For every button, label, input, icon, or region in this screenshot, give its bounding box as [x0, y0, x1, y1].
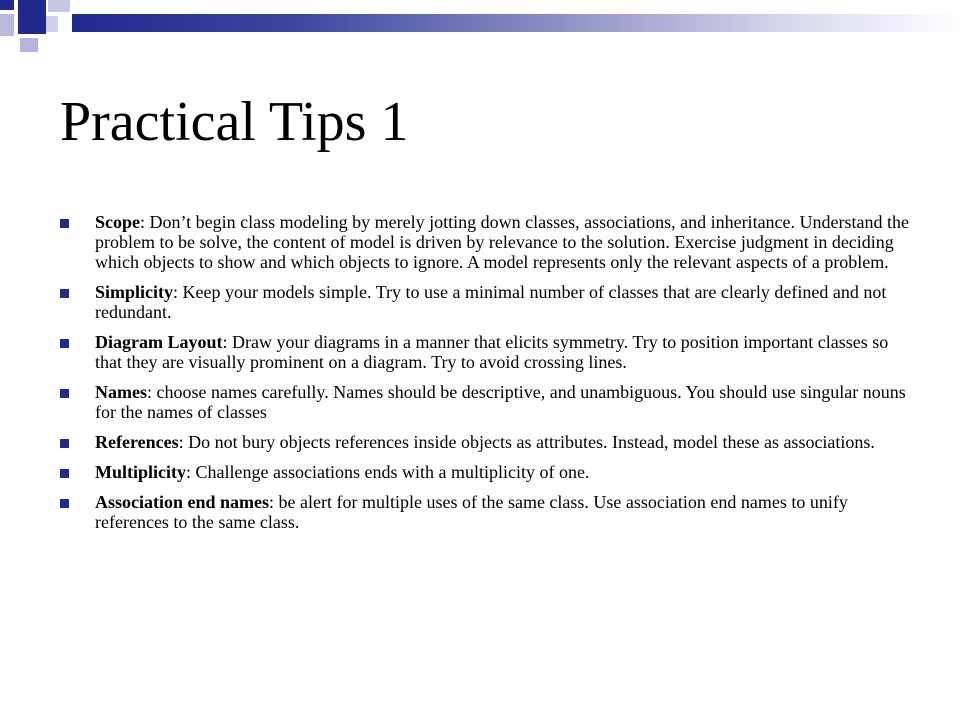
tip-text: : Don’t begin class modeling by merely jotting down classes, associations, and inheritance. Understand the problem to be solve, the content of model is driven by relevance to the solution. Exercise judgment in deciding which objects to show and which objects to ignore. A model represents only the relevant aspects of a problem.	[95, 212, 909, 272]
tip-references	[60, 432, 910, 452]
decor-square-navy-small	[0, 0, 14, 10]
tip-term: Simplicity	[95, 282, 174, 302]
decor-square-lavender	[20, 38, 38, 52]
decor-square-lavender	[48, 0, 70, 12]
tip-text: : Challenge associations ends with a multiplicity of one.	[186, 462, 590, 482]
tip-diagram-layout	[60, 332, 910, 372]
tips-list	[60, 212, 910, 542]
tip-term: Multiplicity	[95, 462, 186, 482]
square-bullet-icon	[60, 439, 69, 448]
tip-term: Names	[95, 382, 147, 402]
tip-term: Diagram Layout	[95, 332, 223, 352]
slide-title: Practical Tips 1	[60, 91, 409, 153]
tip-term: Association end names	[95, 492, 270, 512]
tip-names	[60, 382, 910, 422]
square-bullet-icon	[60, 339, 69, 348]
tip-text: : Draw your diagrams in a manner that elicits symmetry. Try to position important classes so that they are visually prominent on a diagram. Try to avoid crossing lines.	[95, 332, 889, 372]
header-gradient-bar	[72, 14, 960, 32]
tip-association-end-names	[60, 492, 910, 532]
tip-scope	[60, 212, 910, 272]
decor-square-lavender	[46, 16, 58, 32]
tip-text: : choose names carefully. Names should be descriptive, and unambiguous. You should use singular nouns for the names of classes	[95, 382, 906, 422]
square-bullet-icon	[60, 469, 69, 478]
tip-simplicity	[60, 282, 910, 322]
tip-text: : Do not bury objects references inside objects as attributes. Instead, model these as associations.	[178, 432, 875, 452]
square-bullet-icon	[60, 499, 69, 508]
decor-square-lavender	[0, 14, 14, 36]
tip-term: References	[95, 432, 179, 452]
tip-text: : be alert for multiple uses of the same class. Use association end names to unify references to the same class.	[95, 492, 848, 532]
tip-term: Scope	[95, 212, 140, 232]
tip-text: : Keep your models simple. Try to use a minimal number of classes that are clearly defined and not redundant.	[95, 282, 887, 322]
square-bullet-icon	[60, 289, 69, 298]
square-bullet-icon	[60, 219, 69, 228]
square-bullet-icon	[60, 389, 69, 398]
decor-square-navy-large	[18, 0, 46, 34]
tip-multiplicity	[60, 462, 910, 482]
